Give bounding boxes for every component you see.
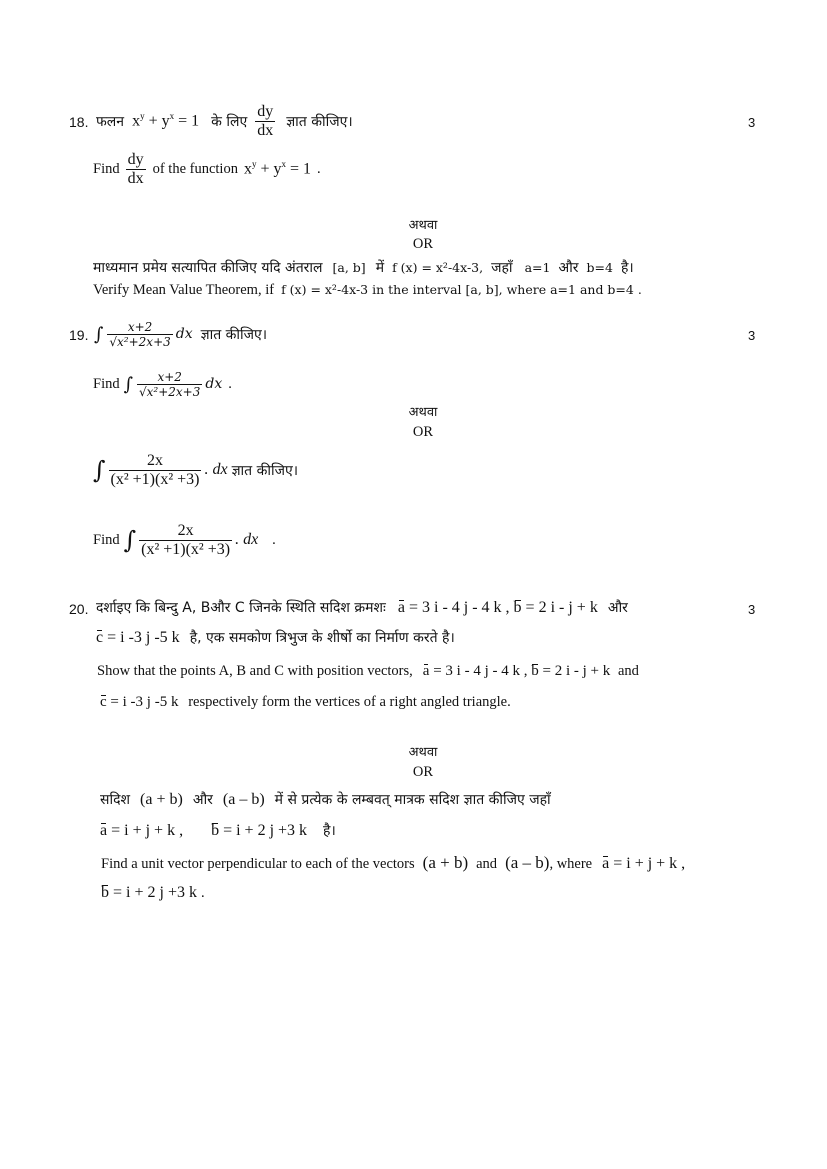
or-english: OR [412,424,434,440]
vector-expr: = 2 i - j + k [542,663,611,679]
hindi-text: माध्यमान प्रमेय सत्यापित कीजिए यदि अंतराल [93,260,323,276]
fraction-numerator: x+2 [127,319,153,334]
or-hindi: अथवा [408,405,438,420]
english-text: , where [549,856,593,872]
english-text: f (x) = x²-4x-3 in the interval [a, b], where a=1 and b=4 . [281,282,642,297]
vector-b: b [531,663,539,679]
derivative-fraction [255,103,275,140]
vector-c: c [96,629,104,646]
or-english: OR [412,236,434,252]
vector-expr: = i -3 j -5 k [107,629,180,646]
vector-b: b [211,822,220,839]
vector-expr: = 2 i - j + k [525,599,598,616]
equation [132,111,199,130]
fraction-denominator: √x²+2x+3 [109,334,171,349]
question-18-hindi-line [96,100,353,142]
integral-fraction [109,452,202,489]
eq-rhs: = 1 [290,160,312,178]
hindi-text: जहाँ [491,260,513,276]
vector-b-expr [101,884,201,901]
vector-a: a [422,663,430,679]
vector-a: a [602,855,610,872]
vector-a: a [397,599,405,616]
vector-expr: = i + j + k , [613,855,686,872]
or-hindi: अथवा [408,218,438,233]
vector-expr: = 3 i - 4 j - 4 k , [433,663,528,679]
english-text: Verify Mean Value Theorem, if [93,282,275,298]
question-20-hindi-line-2 [96,628,455,647]
derivative-fraction [126,151,146,188]
hindi-text: के लिए [211,113,248,130]
eq-operator: + [148,112,158,130]
fraction-denominator: dx [257,121,274,139]
eq-operator: + [260,160,270,178]
hindi-text: और [192,792,213,808]
vector-difference: (a – b) [505,853,550,872]
marks: 3 [748,115,756,130]
vector-a-expr [100,822,187,839]
dx: . dx [204,461,228,478]
alt-hindi-line [93,258,634,277]
question-18-english-line [93,148,321,190]
fraction-numerator: 2x [146,451,163,469]
marks: 3 [748,602,756,617]
eq-exponent: x [281,159,286,170]
alt-english-line-2 [101,884,205,902]
or-hindi: अथवा [408,745,438,760]
hindi-text: में [375,260,385,276]
vector-a-expr [398,599,602,616]
value-b: b=4 [586,260,613,275]
vector-c-expr [100,694,182,710]
alt-english-line-1 [101,853,685,873]
dx: . dx [235,531,259,548]
eq-exponent: y [251,159,257,170]
english-text: Find [93,531,120,548]
vector-difference: (a – b) [222,791,265,808]
vector-sum: (a + b) [422,853,469,872]
english-text: . [272,531,276,548]
english-text: and [476,856,498,872]
question-20-english-line-2 [100,693,511,711]
dx: dx [175,326,193,342]
question-19-hindi-line [94,318,267,350]
vector-expr [423,663,614,679]
hindi-text: है। [620,260,634,276]
integral-sign-icon: ∫ [93,456,106,484]
hindi-text: फलन [96,113,125,130]
english-text: . [228,375,232,392]
english-text: Find [93,375,120,392]
eq-term: x [132,112,141,130]
english-text: Show that the points A, B and C with position vectors, [97,663,413,679]
eq-term: y [273,160,282,178]
hindi-text: ज्ञात कीजिए। [231,462,299,479]
integral-fraction [139,522,232,559]
value-a: a=1 [524,260,551,275]
vector-c-expr [96,629,184,646]
hindi-text: और [607,600,628,616]
question-number: 20. [69,601,89,617]
hindi-text: में से प्रत्येक के लम्बवत् मात्रक सदिश ज्ञात कीजिए जहाँ [274,792,551,808]
vector-b: b [513,599,522,616]
hindi-text: है। [323,823,336,839]
or-english: OR [412,764,434,780]
english-text: Find a unit vector perpendicular to each of the vectors [101,856,415,872]
english-text: and [618,663,639,679]
fraction-numerator: x+2 [157,369,182,384]
eq-exponent: y [140,111,145,122]
hindi-text: और [558,260,579,276]
hindi-text: दर्शाइए कि बिन्दु A, Bऔर C जिनके स्थिति सदिश क्रमशः [96,600,386,616]
question-number: 18. [69,114,89,130]
integral-sign-icon: ∫ [123,526,137,554]
equation [244,159,311,178]
english-text: respectively form the vertices of a right angled triangle. [188,694,511,710]
fraction-denominator: √x²+2x+3 [138,384,201,399]
interval: [a, b] [332,260,366,275]
vector-sum: (a + b) [140,791,183,808]
function-expr: f (x) = x²-4x-3, [392,260,484,275]
vector-expr: = i + j + k , [111,822,184,839]
question-19-english-line [93,368,232,400]
hindi-text: सदिश [100,792,131,808]
marks: 3 [748,328,756,343]
integral-sign-icon: ∫ [94,323,104,345]
eq-term: y [161,112,170,130]
vector-expr: = i + 2 j +3 k [113,884,197,901]
vector-expr: = i -3 j -5 k [110,694,179,710]
question-20-hindi-line-1 [96,598,628,617]
vector-c: c [100,694,107,710]
fraction-denominator: (x² +1)(x² +3) [110,470,200,488]
alt-hindi-line-1 [100,790,551,809]
integral-fraction [137,370,202,399]
hindi-text: है, एक समकोण त्रिभुज के शीर्षो का निर्माण करते है। [189,630,455,646]
vector-expr: = i + 2 j +3 k [223,822,308,839]
fraction-numerator: 2x [177,521,194,539]
question-number: 19. [69,327,89,343]
integral-fraction [107,320,172,349]
alt-english-line [93,281,642,299]
question-20-english-line-1 [97,662,639,680]
eq-rhs: = 1 [178,112,200,130]
eq-exponent: x [169,111,175,122]
hindi-text: ज्ञात कीजिए। [286,113,353,130]
fraction-denominator: (x² +1)(x² +3) [141,540,231,558]
alt-hindi-line [93,448,298,492]
english-text: of the function [152,160,238,177]
vector-expr: = 3 i - 4 j - 4 k , [408,599,510,616]
fraction-denominator: dx [127,169,144,187]
vector-a: a [100,822,108,839]
english-text: Find [93,160,120,177]
integral-sign-icon: ∫ [123,373,133,395]
english-text: . [317,160,321,177]
vector-b: b [101,884,109,901]
fraction-numerator: dy [127,150,144,168]
alt-hindi-line-2 [100,821,336,840]
alt-english-line [93,518,276,562]
vector-b-expr [211,822,311,839]
eq-term: x [243,160,252,178]
vector-a-expr [602,855,685,872]
hindi-text: ज्ञात कीजिए। [200,326,268,343]
dx: dx [205,376,223,392]
english-text: . [200,885,205,901]
fraction-numerator: dy [257,102,274,120]
